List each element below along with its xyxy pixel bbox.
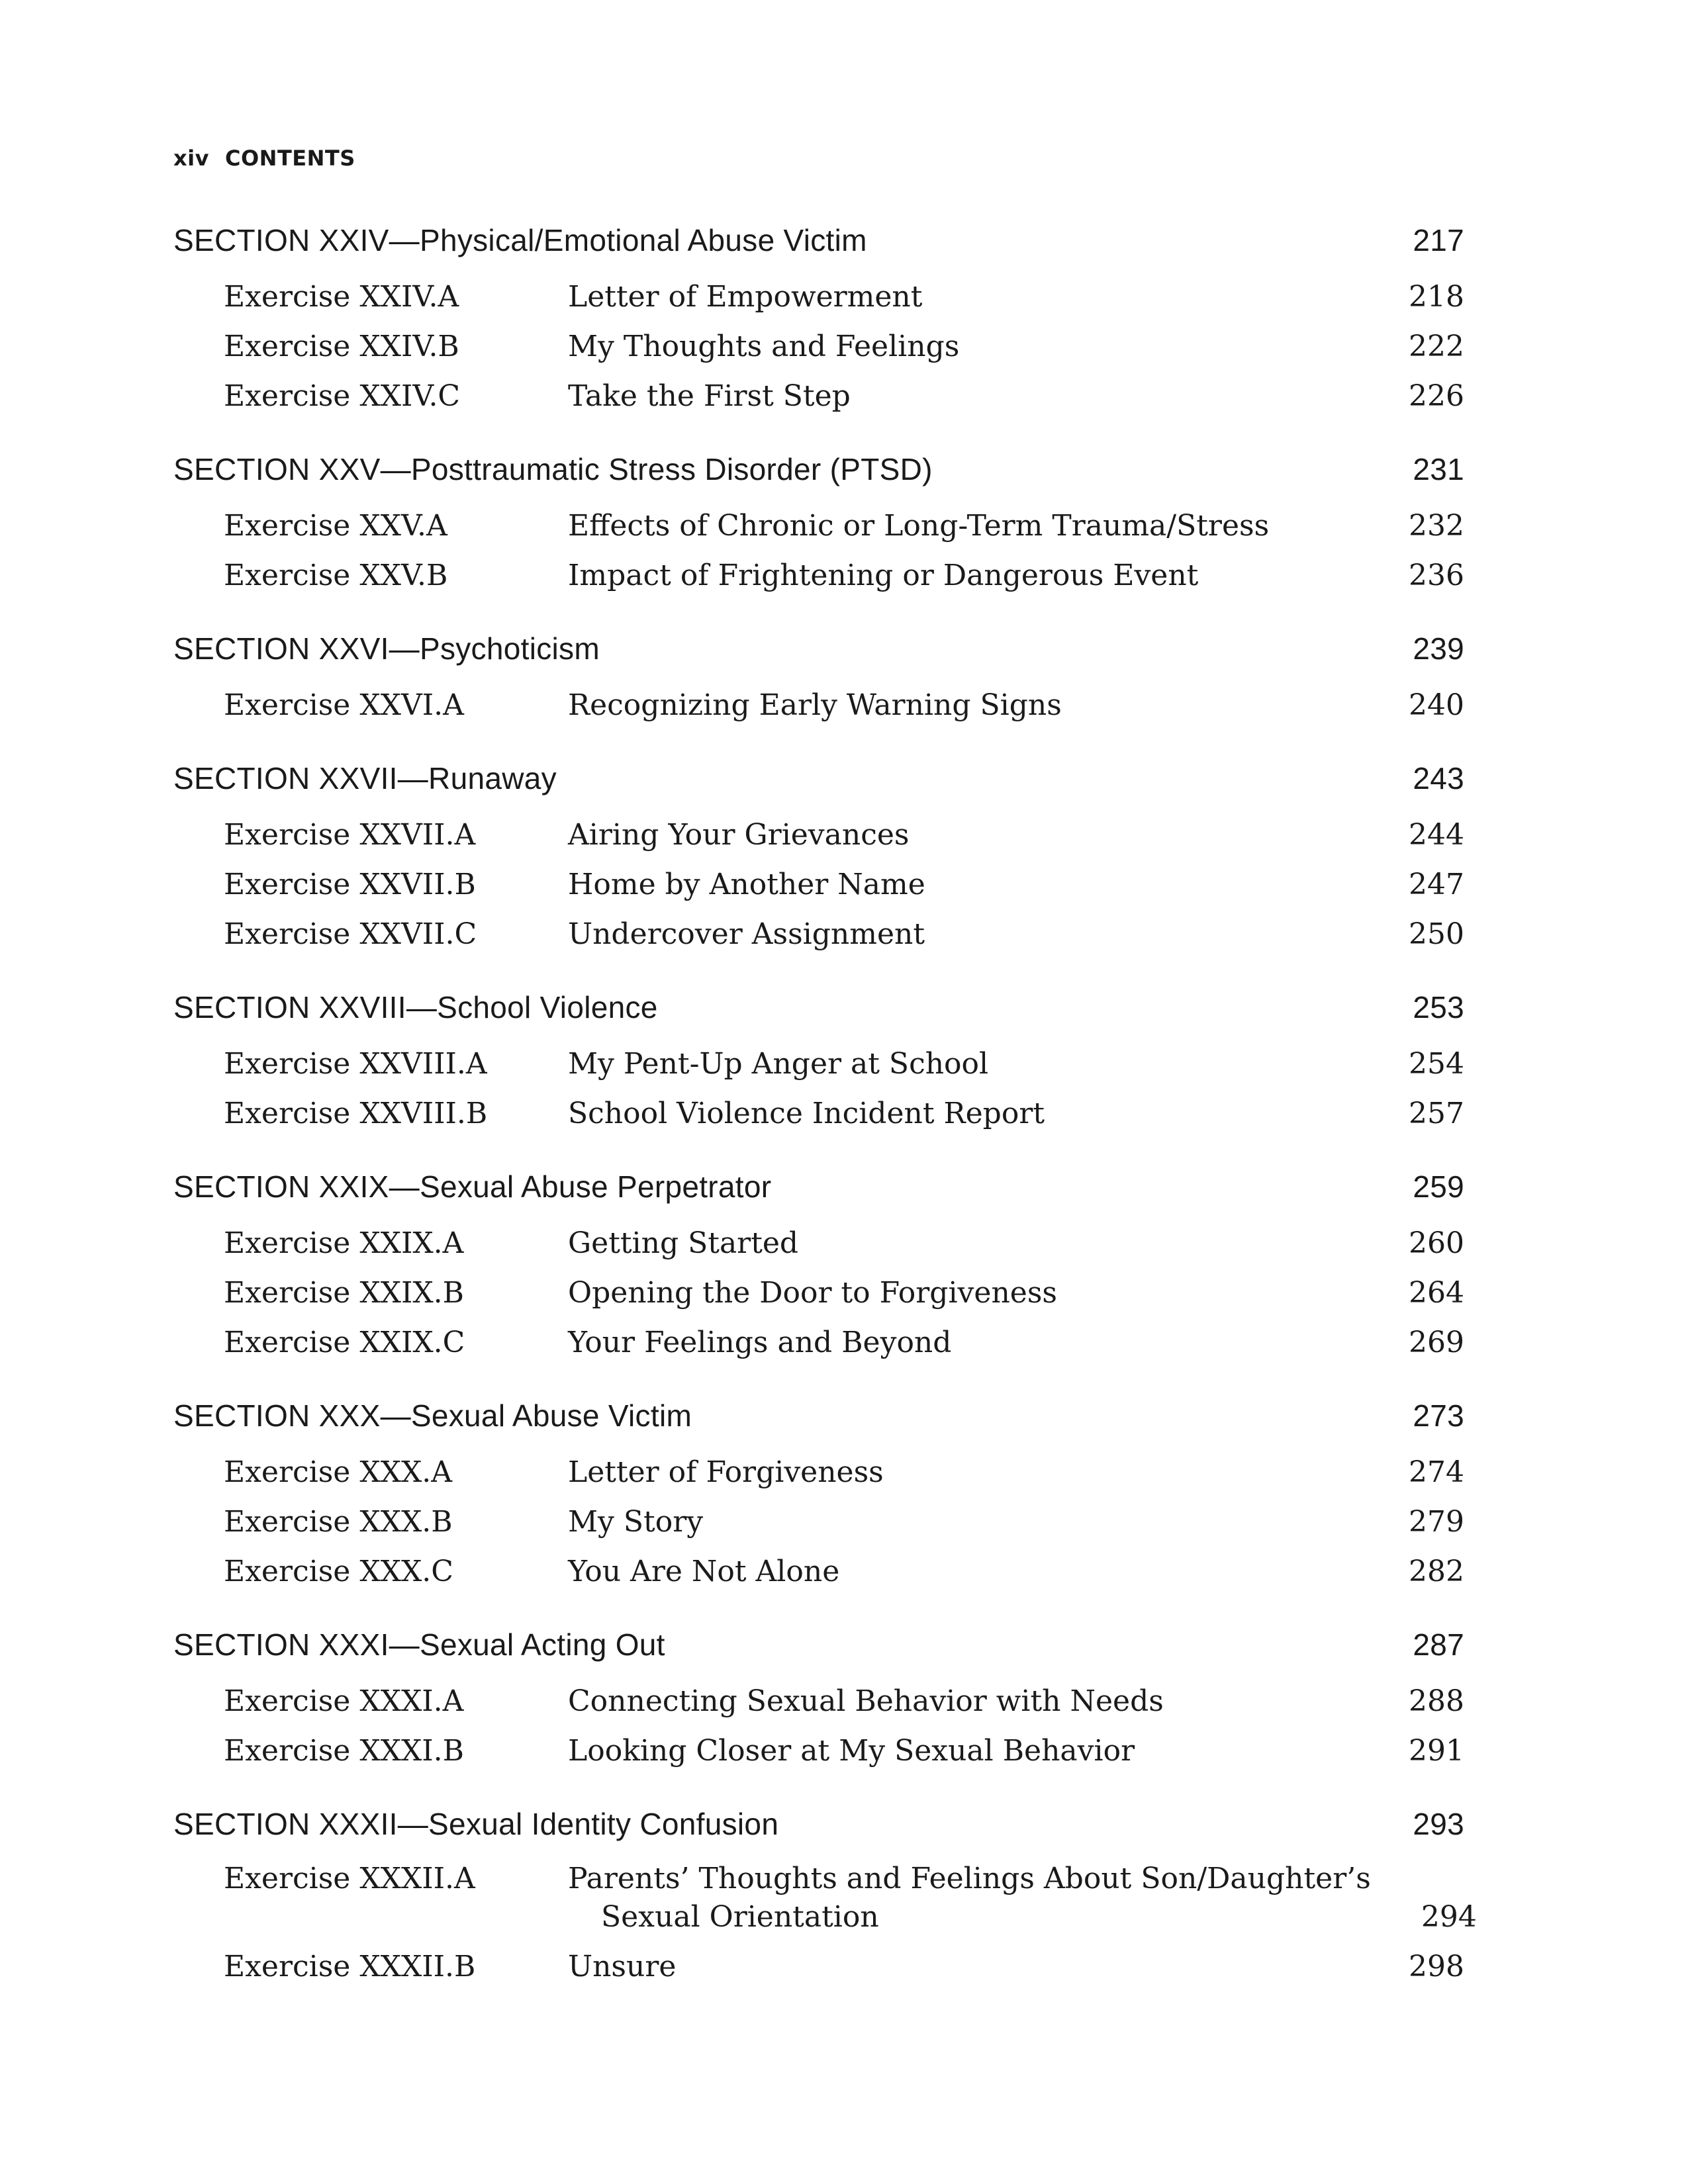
exercise-title: Home by Another Name [568, 868, 925, 901]
exercise-page-number: 232 [1409, 509, 1464, 543]
exercise-title: My Pent-Up Anger at School [568, 1047, 989, 1081]
exercise-label: Exercise XXIV.A [224, 280, 459, 314]
exercise-title: Letter of Forgiveness [568, 1455, 884, 1489]
section-page-number: 273 [1413, 1398, 1464, 1433]
toc-section [173, 989, 1464, 1138]
exercise-title-block [568, 1318, 1358, 1367]
section-heading-row [173, 451, 1464, 501]
exercise-row [173, 1089, 1464, 1138]
exercise-title-block [568, 860, 1358, 909]
section-title: SECTION XXV—Posttraumatic Stress Disorder (PTSD) [173, 452, 933, 486]
exercise-label: Exercise XXVIII.B [224, 1097, 488, 1130]
page-folio: xiv [173, 146, 209, 171]
exercise-label: Exercise XXIV.C [224, 379, 461, 413]
exercise-title: Recognizing Early Warning Signs [568, 688, 1062, 722]
exercise-title-block [568, 1268, 1358, 1318]
table-of-contents [173, 222, 1477, 2022]
exercise-row [173, 1497, 1464, 1547]
section-page-number: 253 [1413, 990, 1464, 1024]
exercise-label: Exercise XXX.C [224, 1555, 453, 1588]
section-heading-row [173, 1627, 1464, 1676]
exercise-label: Exercise XXVII.C [224, 917, 477, 951]
exercise-page-number: 291 [1409, 1734, 1464, 1768]
exercise-page-number: 222 [1409, 330, 1464, 363]
section-heading-row [173, 989, 1464, 1039]
exercise-row [173, 1039, 1464, 1089]
section-page-number: 217 [1413, 223, 1464, 257]
exercise-label: Exercise XXX.A [224, 1455, 453, 1489]
exercise-label: Exercise XXV.A [224, 509, 447, 543]
exercise-row [173, 680, 1464, 730]
toc-section [173, 1627, 1464, 1776]
exercise-title-block [568, 1039, 1358, 1089]
exercise-row [173, 1676, 1464, 1726]
exercise-row [173, 1218, 1464, 1268]
section-page-number: 239 [1413, 631, 1464, 666]
exercise-row [173, 1726, 1464, 1776]
section-title: SECTION XXVII—Runaway [173, 761, 557, 796]
exercise-row [173, 1447, 1464, 1497]
exercise-page-number: 254 [1409, 1047, 1464, 1081]
exercise-label: Exercise XXX.B [224, 1505, 453, 1539]
toc-section [173, 1398, 1464, 1596]
exercise-row [173, 501, 1464, 551]
exercise-label: Exercise XXIX.C [224, 1326, 465, 1359]
exercise-page-number: 274 [1409, 1455, 1464, 1489]
exercise-row [173, 1268, 1464, 1318]
exercise-label: Exercise XXVIII.A [224, 1047, 487, 1081]
exercise-title: My Thoughts and Feelings [568, 330, 960, 363]
exercise-title: Airing Your Grievances [568, 818, 910, 852]
toc-section [173, 760, 1464, 959]
exercise-title-block [568, 272, 1358, 322]
exercise-title-block [568, 1089, 1358, 1138]
exercise-page-number: 294 [1421, 1900, 1477, 1934]
toc-section [173, 1806, 1477, 1991]
exercise-row [173, 909, 1464, 959]
toc-section [173, 1169, 1464, 1367]
exercise-title-block [568, 551, 1358, 600]
exercise-row [173, 810, 1464, 860]
exercise-page-number: 279 [1409, 1505, 1464, 1539]
exercise-title: School Violence Incident Report [568, 1097, 1045, 1130]
exercise-title: Letter of Empowerment [568, 280, 923, 314]
toc-section [173, 222, 1464, 421]
section-title: SECTION XXVI—Psychoticism [173, 631, 600, 666]
exercise-title-block [568, 1942, 1358, 1991]
exercise-title: Opening the Door to Forgiveness [568, 1276, 1057, 1310]
exercise-title: Connecting Sexual Behavior with Needs [568, 1684, 1164, 1718]
section-page-number: 259 [1413, 1169, 1464, 1204]
exercise-page-number: 264 [1409, 1276, 1464, 1310]
section-page-number: 287 [1413, 1627, 1464, 1662]
exercise-label: Exercise XXIX.A [224, 1226, 464, 1260]
running-head [173, 146, 355, 171]
exercise-page-number: 240 [1409, 688, 1464, 722]
exercise-page-number: 257 [1409, 1097, 1464, 1130]
section-title: SECTION XXXI—Sexual Acting Out [173, 1627, 665, 1662]
exercise-title-block [568, 909, 1358, 959]
exercise-label: Exercise XXV.B [224, 559, 448, 592]
exercise-page-number: 269 [1409, 1326, 1464, 1359]
exercise-label: Exercise XXXI.B [224, 1734, 464, 1768]
exercise-label: Exercise XXVII.A [224, 818, 476, 852]
exercise-page-number: 244 [1409, 818, 1464, 852]
exercise-title: Unsure [568, 1950, 677, 1983]
exercise-title: Effects of Chronic or Long-Term Trauma/Stress [568, 509, 1270, 543]
exercise-title: My Story [568, 1505, 704, 1539]
exercise-label: Exercise XXXII.A [224, 1862, 475, 1895]
exercise-title-block [568, 680, 1358, 730]
section-heading-row [173, 1806, 1464, 1856]
section-page-number: 293 [1413, 1807, 1464, 1841]
exercise-title: Impact of Frightening or Dangerous Event [568, 559, 1199, 592]
exercise-page-number: 226 [1409, 379, 1464, 413]
section-heading-row [173, 631, 1464, 680]
exercise-title-block [568, 1860, 1371, 1936]
section-heading-row [173, 1169, 1464, 1218]
exercise-title-block [568, 501, 1358, 551]
toc-section [173, 631, 1464, 730]
exercise-row [173, 1856, 1477, 1942]
exercise-page-number: 250 [1409, 917, 1464, 951]
exercise-row [173, 1547, 1464, 1596]
exercise-page-number: 236 [1409, 559, 1464, 592]
section-title: SECTION XXVIII—School Violence [173, 990, 658, 1024]
section-page-number: 243 [1413, 761, 1464, 796]
section-heading-row [173, 1398, 1464, 1447]
section-heading-row [173, 222, 1464, 272]
exercise-title: Take the First Step [568, 379, 851, 413]
exercise-row [173, 551, 1464, 600]
exercise-label: Exercise XXVII.B [224, 868, 476, 901]
exercise-page-number: 218 [1409, 280, 1464, 314]
exercise-page-number: 298 [1409, 1950, 1464, 1983]
exercise-row [173, 860, 1464, 909]
exercise-row [173, 272, 1464, 322]
exercise-title-continued: Sexual Orientation [601, 1900, 879, 1934]
exercise-title: Undercover Assignment [568, 917, 925, 951]
section-title: SECTION XXXII—Sexual Identity Confusion [173, 1807, 779, 1841]
exercise-page-number: 288 [1409, 1684, 1464, 1718]
running-head-label: CONTENTS [224, 146, 355, 171]
exercise-title-block [568, 810, 1358, 860]
exercise-page-number: 260 [1409, 1226, 1464, 1260]
section-title: SECTION XXX—Sexual Abuse Victim [173, 1398, 692, 1433]
exercise-row [173, 371, 1464, 421]
exercise-title-block [568, 1447, 1358, 1497]
exercise-title-block [568, 1726, 1358, 1776]
exercise-title-block [568, 371, 1358, 421]
section-title: SECTION XXIV—Physical/Emotional Abuse Victim [173, 223, 867, 257]
exercise-title: Parents’ Thoughts and Feelings About Son/Daughter’s [568, 1862, 1371, 1895]
exercise-title: You Are Not Alone [568, 1555, 840, 1588]
exercise-page-number: 282 [1409, 1555, 1464, 1588]
toc-section [173, 451, 1464, 600]
exercise-row [173, 1318, 1464, 1367]
exercise-title: Your Feelings and Beyond [568, 1326, 952, 1359]
section-heading-row [173, 760, 1464, 810]
section-page-number: 231 [1413, 452, 1464, 486]
exercise-title-block [568, 1676, 1358, 1726]
exercise-label: Exercise XXIX.B [224, 1276, 464, 1310]
exercise-label: Exercise XXXII.B [224, 1950, 476, 1983]
exercise-label: Exercise XXIV.B [224, 330, 459, 363]
exercise-title-block [568, 1497, 1358, 1547]
exercise-title-block [568, 322, 1358, 371]
exercise-title: Looking Closer at My Sexual Behavior [568, 1734, 1135, 1768]
exercise-page-number: 247 [1409, 868, 1464, 901]
exercise-label: Exercise XXXI.A [224, 1684, 464, 1718]
section-title: SECTION XXIX—Sexual Abuse Perpetrator [173, 1169, 772, 1204]
exercise-row [173, 322, 1464, 371]
exercise-row [173, 1942, 1464, 1991]
exercise-title-block [568, 1218, 1358, 1268]
exercise-title: Getting Started [568, 1226, 799, 1260]
exercise-title-block [568, 1547, 1358, 1596]
exercise-label: Exercise XXVI.A [224, 688, 464, 722]
